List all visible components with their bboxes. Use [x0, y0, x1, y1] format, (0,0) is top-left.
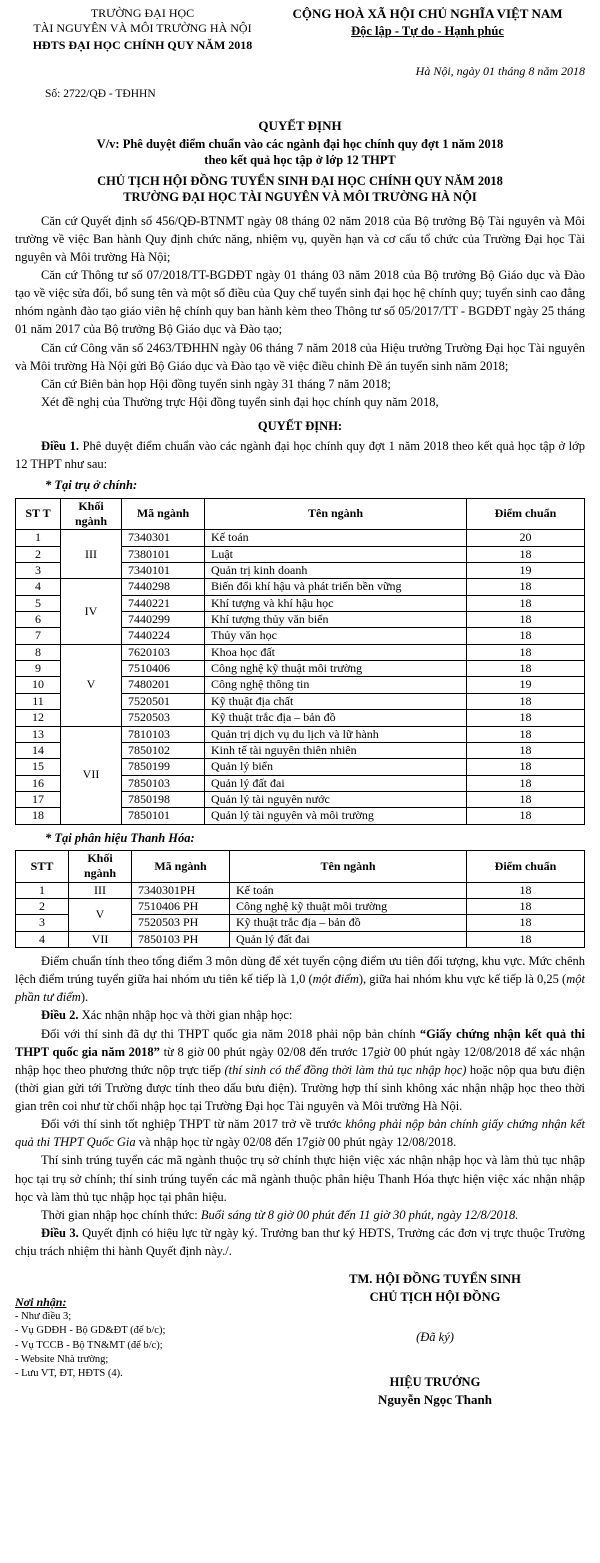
cell-ma-nganh: 7850103 PH — [132, 931, 230, 947]
para-text: từ 8 giờ 00 phút ngày 02/08 đến trước 17giờ 00 phút ngày 12/08/2018 để xác nhận nhập học theo phương thức nộp trực tiếp — [15, 1044, 585, 1077]
cell-diem-chuan: 18 — [467, 808, 585, 824]
recipients-label: Nơi nhận: — [15, 1295, 67, 1310]
signer-block — [285, 1270, 585, 1409]
cell-ma-nganh: 7520503 — [122, 710, 205, 726]
article-2-label: Điều 2. — [41, 1008, 79, 1023]
article-2 — [15, 1006, 585, 1024]
cell-diem-chuan: 18 — [467, 898, 585, 914]
para-text: Thời gian nhập học chính thức: — [41, 1207, 201, 1222]
cell-diem-chuan: 19 — [467, 677, 585, 693]
cell-diem-chuan: 18 — [467, 595, 585, 611]
cell-stt: 15 — [16, 759, 61, 775]
para-italic: Buổi sáng từ 8 giờ 00 phút đến 11 giờ 30 phút, ngày 12/8/2018. — [200, 1207, 519, 1222]
cell-ten-nganh: Kỹ thuật trắc địa – bản đồ — [205, 710, 467, 726]
cell-diem-chuan: 19 — [467, 562, 585, 578]
col-diem-chuan: Điểm chuẩn — [467, 850, 585, 882]
article-1 — [15, 437, 585, 473]
table-row — [16, 644, 585, 660]
col-khoi-nganh: Khối ngành — [61, 498, 122, 530]
cell-diem-chuan: 18 — [467, 742, 585, 758]
para-text: Đối với thí sinh đã dự thi THPT quốc gia năm 2018 phải nộp bản chính — [41, 1026, 420, 1041]
cell-ma-nganh: 7440224 — [122, 628, 205, 644]
article-2-paragraph-3: Thí sinh trúng tuyển các mã ngành thuộc trụ sở chính thực hiện việc xác nhận nhập học và làm thủ tục nhập học tại trụ sở chính; thí sinh trúng tuyển các mã ngành thuộc phân hiệu Thanh Hóa thực hiện việc xác nhận nhập học và làm thủ tục nhập học tại phân hiệu. — [15, 1153, 585, 1204]
note-italic: một phần tư điểm — [15, 972, 585, 1005]
col-stt: ST T — [16, 498, 61, 530]
table-row — [16, 579, 585, 595]
cell-ten-nganh: Biến đổi khí hậu và phát triển bền vững — [205, 579, 467, 595]
cell-diem-chuan: 18 — [467, 915, 585, 931]
cell-ten-nganh: Khí tượng thủy văn biển — [205, 612, 467, 628]
table-row — [16, 898, 585, 914]
cell-ten-nganh: Công nghệ kỹ thuật môi trường — [230, 898, 467, 914]
issuer-line-1: TRƯỜNG ĐẠI HỌC — [90, 6, 195, 20]
article-2-paragraph-4 — [15, 1206, 585, 1224]
cell-ma-nganh: 7510406 — [122, 661, 205, 677]
cell-stt: 9 — [16, 661, 61, 677]
decision-subject-1: V/v: Phê duyệt điểm chuẩn vào các ngành đại học chính quy đợt 1 năm 2018 — [96, 136, 504, 151]
preamble-paragraph: Căn cứ Biên bản họp Hội đồng tuyển sinh ngày 31 tháng 7 năm 2018; — [41, 376, 391, 391]
cell-ma-nganh: 7480201 — [122, 677, 205, 693]
cell-stt: 14 — [16, 742, 61, 758]
cell-ten-nganh: Quản lý đất đai — [205, 775, 467, 791]
cell-ma-nganh: 7510406 PH — [132, 898, 230, 914]
cell-diem-chuan: 18 — [467, 931, 585, 947]
cell-ma-nganh: 7850198 — [122, 792, 205, 808]
cell-khoi-nganh: III — [61, 530, 122, 579]
cell-ma-nganh: 7850103 — [122, 775, 205, 791]
national-motto: Độc lập - Tự do - Hạnh phúc — [351, 23, 504, 38]
cell-ma-nganh: 7620103 — [122, 644, 205, 660]
issue-date: Hà Nội, ngày 01 tháng 8 năm 2018 — [415, 64, 585, 78]
cell-ma-nganh: 7850199 — [122, 759, 205, 775]
col-diem-chuan: Điểm chuẩn — [467, 498, 585, 530]
authority-line-1: CHỦ TỊCH HỘI ĐỒNG TUYỂN SINH ĐẠI HỌC CHÍNH QUY NĂM 2018 — [97, 174, 503, 189]
cell-ten-nganh: Kế toán — [205, 530, 467, 546]
cell-stt: 12 — [16, 710, 61, 726]
cell-stt: 7 — [16, 628, 61, 644]
cell-diem-chuan: 18 — [467, 644, 585, 660]
cell-ma-nganh: 7440298 — [122, 579, 205, 595]
article-3-text: Quyết định có hiệu lực từ ngày ký. Trưởng ban thư ký HĐTS, Trưởng các đơn vị trực thuộc Trường chịu trách nhiệm thi hành Quyết định này./. — [15, 1225, 585, 1258]
preamble-paragraph: Căn cứ Thông tư số 07/2018/TT-BGDĐT ngày 01 tháng 03 năm 2018 của Bộ trưởng Bộ Giáo dục và Đào tạo về việc sửa đổi, bổ sung tên và một số điều của Quy chế tuyển sinh đại học hệ chính quy; tuyển sinh cao đẳng nhóm ngành đào tạo giáo viên hệ chính quy ban hành kèm theo Thông tư số 05/2017/TT - BGDĐT ngày 25 tháng 01 năm 2017 của Bộ trưởng Bộ Giáo dục và Đào tạo; — [15, 268, 585, 337]
cell-ma-nganh: 7340301PH — [132, 882, 230, 898]
signer-name: Nguyễn Ngọc Thanh — [378, 1391, 492, 1407]
cell-khoi-nganh: VII — [61, 726, 122, 824]
preamble — [15, 212, 585, 411]
issuer-block — [15, 6, 270, 53]
note-italic: một điểm — [312, 972, 359, 987]
cell-stt: 10 — [16, 677, 61, 693]
cell-stt: 2 — [16, 898, 69, 914]
cell-stt: 3 — [16, 562, 61, 578]
recipients-block — [15, 1270, 265, 1409]
scoring-note — [15, 952, 585, 1006]
decision-title: QUYẾT ĐỊNH — [258, 118, 342, 134]
table-row — [16, 931, 585, 947]
col-ma-nganh: Mã ngành — [122, 498, 205, 530]
cell-ten-nganh: Khoa học đất — [205, 644, 467, 660]
cell-ten-nganh: Công nghệ kỹ thuật môi trường — [205, 661, 467, 677]
cell-diem-chuan: 18 — [467, 693, 585, 709]
cell-stt: 1 — [16, 882, 69, 898]
branch-campus-label: * Tại phân hiệu Thanh Hóa: — [45, 830, 195, 845]
recipient-item: - Vụ TCCB - Bộ TN&MT (để b/c); — [15, 1339, 163, 1351]
signature-section — [15, 1270, 585, 1409]
cell-stt: 17 — [16, 792, 61, 808]
cell-stt: 8 — [16, 644, 61, 660]
cell-diem-chuan: 18 — [467, 579, 585, 595]
cell-stt: 6 — [16, 612, 61, 628]
table-row — [16, 882, 585, 898]
cell-stt: 11 — [16, 693, 61, 709]
national-title: CỘNG HOÀ XÃ HỘI CHỦ NGHĨA VIỆT NAM — [292, 6, 563, 21]
cell-khoi-nganh: V — [61, 644, 122, 726]
cell-diem-chuan: 18 — [467, 628, 585, 644]
cell-ma-nganh: 7850101 — [122, 808, 205, 824]
cell-diem-chuan: 20 — [467, 530, 585, 546]
cell-ten-nganh: Quản trị kinh doanh — [205, 562, 467, 578]
national-motto-block — [270, 6, 585, 53]
cell-ten-nganh: Quản lý biển — [205, 759, 467, 775]
decision-document — [15, 0, 585, 1409]
cell-ma-nganh: 7380101 — [122, 546, 205, 562]
cell-diem-chuan: 18 — [467, 775, 585, 791]
recipient-item: - Lưu VT, ĐT, HĐTS (4). — [15, 1368, 123, 1379]
cell-diem-chuan: 18 — [467, 546, 585, 562]
article-2-paragraph-1 — [15, 1025, 585, 1116]
decision-subject-2: theo kết quả học tập ở lớp 12 THPT — [204, 153, 396, 168]
note-text: Điểm chuẩn tính theo tổng điểm 3 môn dùng để xét tuyển cộng điểm ưu tiên đối tượng, khu vực. Mức chênh lệch điểm trúng tuyển giữa hai nhóm ưu tiên kế tiếp là 1,0 ( — [15, 954, 585, 987]
col-ma-nganh: Mã ngành — [132, 850, 230, 882]
col-ten-nganh: Tên ngành — [205, 498, 467, 530]
cell-ten-nganh: Kế toán — [230, 882, 467, 898]
table-header-row — [16, 498, 585, 530]
signer-line-2: CHỦ TỊCH HỘI ĐỒNG — [369, 1290, 501, 1305]
cell-ma-nganh: 7440221 — [122, 595, 205, 611]
cell-ten-nganh: Kinh tế tài nguyên thiên nhiên — [205, 742, 467, 758]
cell-ten-nganh: Quản lý tài nguyên nước — [205, 792, 467, 808]
para-bold: “Giấy chứng nhận kết quả thi THPT quốc gia năm 2018” — [15, 1026, 585, 1059]
cell-ten-nganh: Kỹ thuật trắc địa – bản đồ — [230, 915, 467, 931]
branch-campus-table — [15, 850, 585, 948]
cell-diem-chuan: 18 — [467, 759, 585, 775]
cell-ma-nganh: 7340301 — [122, 530, 205, 546]
cell-ten-nganh: Quản lý tài nguyên và môi trường — [205, 808, 467, 824]
article-2-text: Xác nhận nhập học và thời gian nhập học: — [78, 1008, 293, 1023]
cell-ma-nganh: 7520503 PH — [132, 915, 230, 931]
col-ten-nganh: Tên ngành — [230, 850, 467, 882]
preamble-paragraph: Căn cứ Công văn số 2463/TĐHHN ngày 06 tháng 7 năm 2018 của Hiệu trưởng Trường Đại học Tài nguyên và Môi trường Hà Nội gửi Bộ Giáo dục và Đào tạo về việc điều chỉnh Đề án tuyển sinh năm 2018; — [15, 340, 585, 373]
cell-khoi-nganh: VII — [69, 931, 132, 947]
para-text: hoặc nộp qua bưu điện (thời gian gửi tới Trường được tính theo dấu bưu điện). Trường hợp thí sinh không xác nhận nhập học theo thời gian trên coi như từ chối nhập học tại Trường Đại học Tài nguyên và Môi trường Hà Nội. — [15, 1062, 585, 1113]
cell-khoi-nganh: IV — [61, 579, 122, 644]
note-text: ). — [80, 990, 89, 1005]
cell-stt: 4 — [16, 579, 61, 595]
para-text: Đối với thí sinh tốt nghiệp THPT từ năm 2017 trở về trước — [41, 1117, 346, 1132]
signed-note: (Đã ký) — [416, 1330, 454, 1345]
recipient-item: - Vụ GDĐH - Bộ GD&ĐT (để b/c); — [15, 1325, 166, 1337]
recipient-item: - Website Nhà trường; — [15, 1353, 109, 1365]
table-header-row — [16, 850, 585, 882]
signer-line-1: TM. HỘI ĐỒNG TUYỂN SINH — [349, 1272, 521, 1287]
cell-ten-nganh: Quản trị dịch vụ du lịch và lữ hành — [205, 726, 467, 742]
issuer-line-2: TÀI NGUYÊN VÀ MÔI TRƯỜNG HÀ NỘI — [33, 21, 252, 35]
authority-line-2: TRƯỜNG ĐẠI HỌC TÀI NGUYÊN VÀ MÔI TRƯỜNG HÀ NỘI — [123, 190, 477, 205]
cell-ma-nganh: 7850102 — [122, 742, 205, 758]
article-1-text: Phê duyệt điểm chuẩn vào các ngành đại học chính quy đợt 1 năm 2018 theo kết quả học tập ở lớp 12 THPT như sau: — [15, 439, 585, 472]
cell-ma-nganh: 7520501 — [122, 693, 205, 709]
cell-ten-nganh: Kỹ thuật địa chất — [205, 693, 467, 709]
cell-stt: 13 — [16, 726, 61, 742]
para-italic: (thí sinh có thể đồng thời làm thủ tục nhập học) — [224, 1062, 467, 1077]
decision-heading: QUYẾT ĐỊNH: — [257, 419, 343, 434]
col-stt: STT — [16, 850, 69, 882]
cell-diem-chuan: 18 — [467, 612, 585, 628]
article-3 — [15, 1224, 585, 1260]
document-number: Số: 2722/QĐ - TĐHHN — [45, 88, 156, 101]
cell-ma-nganh: 7440299 — [122, 612, 205, 628]
cell-diem-chuan: 18 — [467, 726, 585, 742]
note-text: ), giữa hai nhóm khu vực kế tiếp là 0,25 ( — [358, 972, 567, 987]
article-2-paragraph-2 — [15, 1115, 585, 1151]
para-text: và nhập học từ ngày 02/08 đến 17giờ 00 phút ngày 12/08/2018. — [135, 1135, 457, 1150]
cell-stt: 18 — [16, 808, 61, 824]
cell-ten-nganh: Khí tượng và khí hậu học — [205, 595, 467, 611]
cell-ma-nganh: 7810103 — [122, 726, 205, 742]
table-row — [16, 726, 585, 742]
para-italic: không phải nộp bản chính giấy chứng nhận kết quả thi THPT Quốc Gia — [15, 1117, 585, 1150]
cell-stt: 1 — [16, 530, 61, 546]
article-1-label: Điều 1. — [41, 439, 79, 454]
signer-position: HIỆU TRƯỞNG — [389, 1374, 481, 1389]
cell-stt: 2 — [16, 546, 61, 562]
cell-stt: 16 — [16, 775, 61, 791]
article-3-label: Điều 3. — [41, 1225, 79, 1240]
preamble-paragraph: Xét đề nghị của Thường trực Hội đồng tuyển sinh đại học chính quy năm 2018, — [41, 394, 439, 409]
cell-diem-chuan: 18 — [467, 710, 585, 726]
cell-stt: 3 — [16, 915, 69, 931]
cell-ten-nganh: Công nghệ thông tin — [205, 677, 467, 693]
cell-diem-chuan: 18 — [467, 882, 585, 898]
main-campus-table — [15, 498, 585, 825]
col-khoi-nganh: Khối ngành — [69, 850, 132, 882]
cell-stt: 4 — [16, 931, 69, 947]
cell-ten-nganh: Quản lý đất đai — [230, 931, 467, 947]
cell-stt: 5 — [16, 595, 61, 611]
document-header — [15, 6, 585, 53]
cell-khoi-nganh: V — [69, 898, 132, 931]
table-row — [16, 530, 585, 546]
cell-khoi-nganh: III — [69, 882, 132, 898]
cell-ten-nganh: Thủy văn học — [205, 628, 467, 644]
preamble-paragraph: Căn cứ Quyết định số 456/QĐ-BTNMT ngày 08 tháng 02 năm 2018 của Bộ trưởng Bộ Tài nguyên và Môi trường về việc Ban hành Quy định chức năng, nhiệm vụ, quyền hạn và cơ cấu tổ chức của Trường Đại học Tài nguyên và Môi trường Hà Nội; — [15, 213, 585, 264]
issuer-line-3: HĐTS ĐẠI HỌC CHÍNH QUY NĂM 2018 — [32, 38, 253, 52]
main-campus-label: * Tại trụ ở chính: — [45, 478, 138, 493]
cell-diem-chuan: 18 — [467, 661, 585, 677]
cell-ten-nganh: Luật — [205, 546, 467, 562]
recipient-item: - Như điều 3; — [15, 1311, 72, 1323]
cell-diem-chuan: 18 — [467, 792, 585, 808]
cell-ma-nganh: 7340101 — [122, 562, 205, 578]
